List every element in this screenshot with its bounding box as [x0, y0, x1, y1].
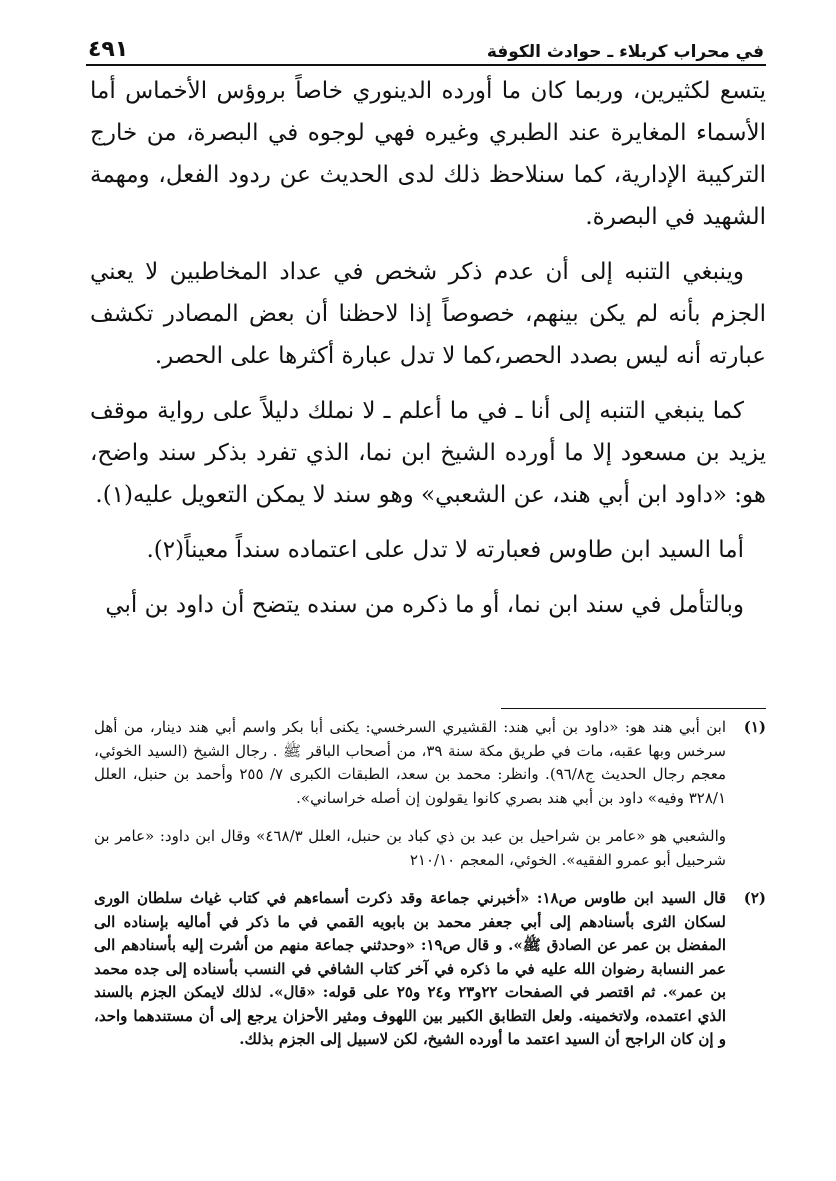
- paragraph-5: وبالتأمل في سند ابن نما، أو ما ذكره من سنده يتضح أن داود بن أبي: [105, 592, 744, 618]
- running-title: في محراب كربلاء ـ حوادث الكوفة: [486, 42, 764, 62]
- footnote-1: [94, 716, 766, 810]
- footnote-1-number: (١): [743, 718, 766, 736]
- paragraph-2: وينبغي التنبه إلى أن عدم ذكر شخص في عداد المخاطبين لا يعني الجزم بأنه لم يكن بينهم، خصوصاً إذا لاحظنا أن بعض المصادر تكشف عبارته أنه ليس بصدد الحصر،كما لا تدل عبارة أكثرها على الحصر.: [90, 259, 766, 369]
- footnote-1-text: ابن أبي هند هو: «داود بن أبي هند: القشيري السرخسي: يكنى أبا بكر واسم أبي هند دينار، من أهل سرخس وبها عقبه، مات في طريق مكة سنة ٣٩، من أصحاب الباقر ﷺ . رجال الشيخ (السيد الخوئي، معجم رجال الحديث ج٩٦/٨). وانظر: محمد بن سعد، الطبقات الكبرى ٧/ ٢٥٥ وأحمد بن حنبل، العلل ٣٢٨/١ وفيه» داود بن أبي هند بصري كانوا يقولون إن أصله خراساني».: [94, 718, 726, 807]
- paragraph-4: أما السيد ابن طاوس فعبارته لا تدل على اعتماده سنداً معيناً(٢).: [146, 537, 744, 563]
- paragraph-1: يتسع لكثيرين، وربما كان ما أورده الدينوري خاصاً بروؤس الأخماس أما الأسماء المغايرة عند الطبري وغيره فهي لوجوه في البصرة، من خارج التركيبة الإدارية، كما سنلاحظ ذلك لدى الحديث عن ردود الفعل، ومهمة الشهيد في البصرة.: [90, 78, 766, 230]
- page-header: [88, 28, 764, 62]
- footnote-1-continuation: والشعبي هو «عامر بن شراحيل بن عبد بن ذي كباد بن حنبل، العلل ٤٦٨/٣» وقال ابن داود: «عامر بن شرحبيل أبو عمرو الفقيه». الخوئي، المعجم ٢١٠/١٠: [94, 827, 727, 869]
- footnote-2-number: (٢): [743, 889, 766, 907]
- paragraph-3: كما ينبغي التنبه إلى أنا ـ في ما أعلم ـ لا نملك دليلاً على رواية موقف يزيد بن مسعود إلا ما أورده الشيخ ابن نما، الذي تفرد بذكر سند واضح، هو: «داود ابن أبي هند، عن الشعبي» وهو سند لا يمكن التعويل عليه(١).: [90, 398, 766, 508]
- footnote-2: [94, 887, 766, 1052]
- footnote-rule: [501, 708, 766, 709]
- footnotes: [94, 716, 766, 1054]
- page-number: ٤٩١: [88, 37, 129, 62]
- header-rule: [86, 64, 766, 66]
- footnote-2-text: قال السيد ابن طاوس ص١٨: «أخبرني جماعة وقد ذكرت أسماءهم في كتاب غياث سلطان الورى لسكان الثرى بأسنادهم إلى أبي جعفر محمد بن بابويه القمي في ما ذكر في أماليه بإسناده الى المفضل بن عمر عن الصادق ﷺ». و قال ص١٩: «وحدثني جماعة منهم من أشرت إليه بأسنادهم الى عمر النسابة رضوان الله عليه في ما ذكره في آخر كتاب الشافي في النسب بأسناده إلى جده محمد بن عمر». ثم اقتصر في الصفحات ٢٢و٢٣ و٢٤ و٢٥ على قوله: «قال». لذلك لايمكن الجزم بالسند الذي اعتمده، ولاتخمينه. ولعل التطابق الكبير بين اللهوف ومثير الأحزان يرجع إلى أن مستندهما واحد، و إن كان الراجح أن السيد اعتمد ما أورده الشيخ، لكن لاسبيل إلى الجزم بذلك.: [94, 889, 726, 1048]
- main-text: [90, 70, 766, 639]
